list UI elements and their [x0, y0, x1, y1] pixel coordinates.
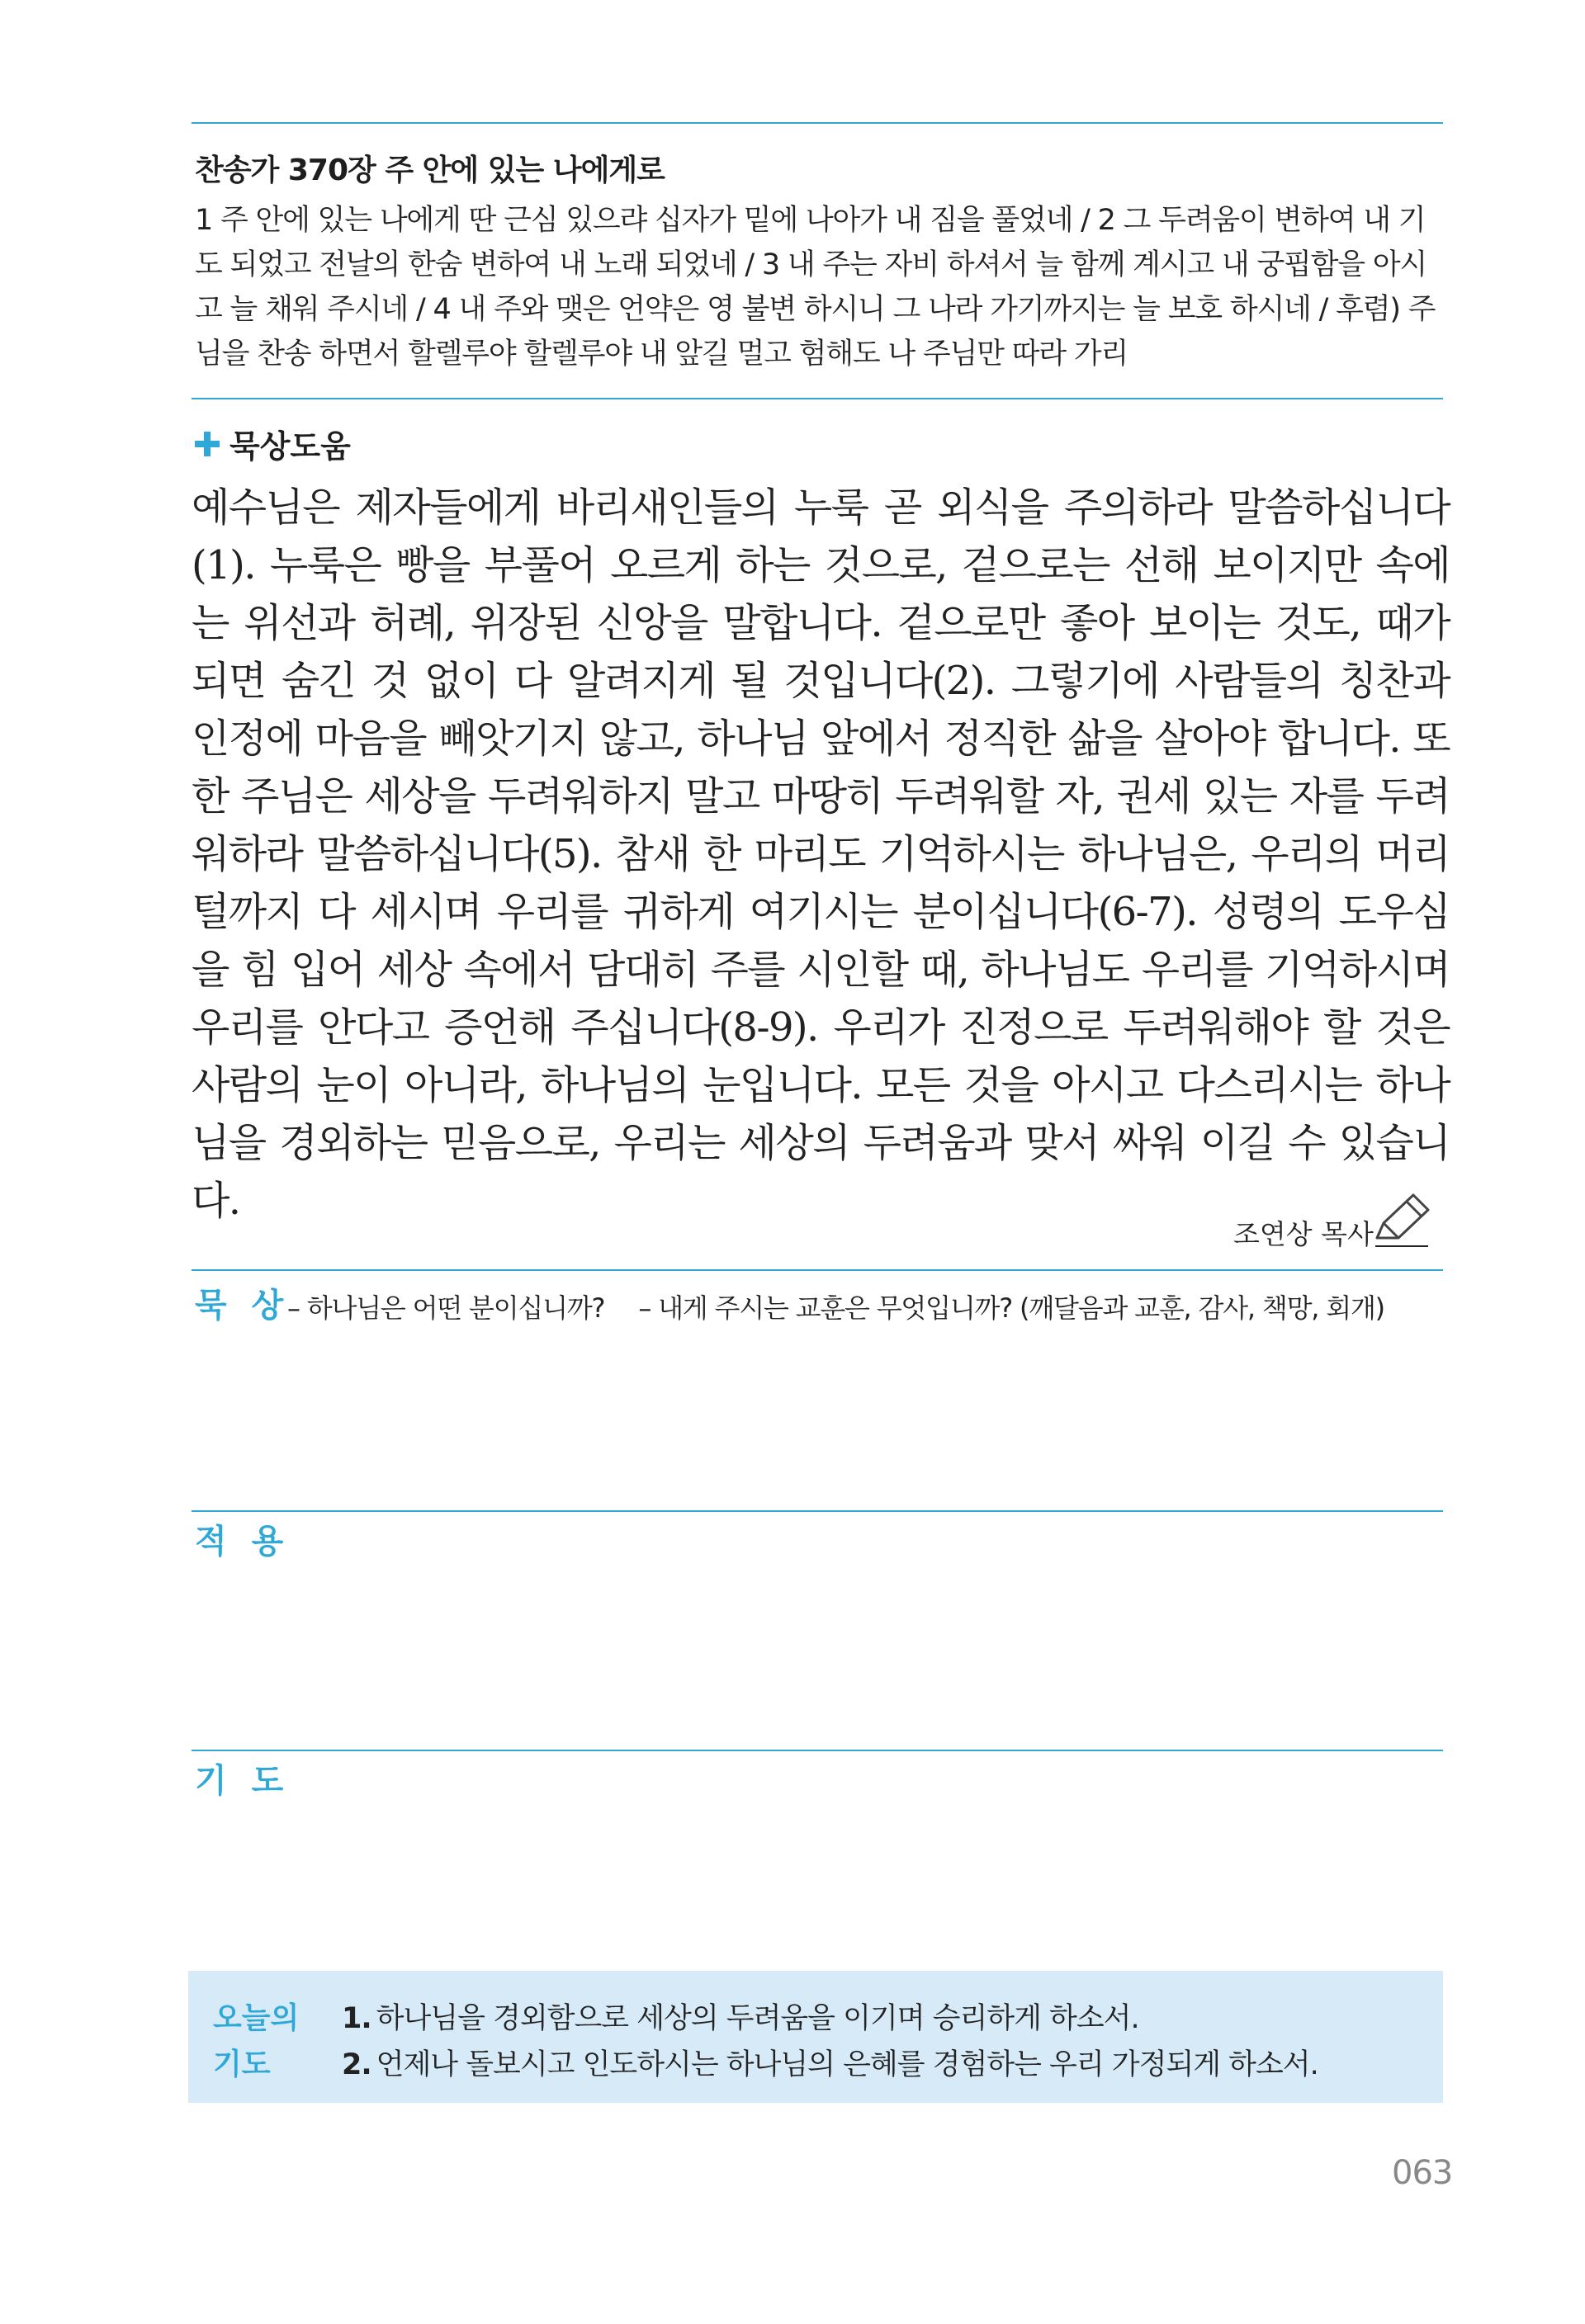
meditation-question-2: – 내게 주시는 교훈은 무엇입니까? (깨달음과 교훈, 감사, 책망, 회개): [638, 1292, 1384, 1324]
today-prayer-label: [213, 1996, 304, 2088]
today-prayer-label-line1: 오늘의: [213, 2001, 300, 2035]
meditation-label: 묵 상: [195, 1287, 291, 1325]
today-prayer-item: [342, 1996, 1318, 2042]
meditation-help-heading-text: 묵상도움: [229, 428, 351, 465]
meditation-questions: [287, 1287, 1384, 1325]
hymn-bottom-rule: [192, 398, 1443, 399]
today-prayer-item-number: 2.: [342, 2048, 371, 2081]
page-number: 063: [1392, 2154, 1453, 2192]
hymn-lyrics: 1 주 안에 있는 나에게 딴 근심 있으랴 십자가 밑에 나아가 내 짐을 풀었네 / 2 그 두려움이 변하여 내 기도 되었고 전날의 한숨 변하여 내 노래 되었네 / 3 내 주는 자비 하셔서 늘 함께 계시고 내 궁핍함을 아시고 늘 채워 주시네 / 4 내 주와 맺은 언약은 영 불변 하시니 그 나라 가기까지는 늘 보호 하시네 / 후렴) 주님을 찬송 하면서 할렐루야 할렐루야 내 앞길 멀고 험해도 나 주님만 따라 가리: [195, 204, 1436, 371]
today-prayer-item-text: 하나님을 경외함으로 세상의 두려움을 이기며 승리하게 하소서.: [376, 2002, 1139, 2035]
pencil-icon: [1370, 1190, 1436, 1248]
hymn-title: 찬송가 370장 주 안에 있는 나에게로: [195, 154, 665, 187]
today-prayer-item-text: 언제나 돌보시고 인도하시는 하나님의 은혜를 경험하는 우리 가정되게 하소서.: [376, 2048, 1318, 2081]
meditation-rule: [192, 1269, 1443, 1271]
today-prayer-item: [342, 2042, 1318, 2088]
application-label: 적 용: [195, 1523, 291, 1561]
author-name: 조연상 목사: [1233, 1218, 1374, 1250]
today-prayer-label-line2: 기도: [213, 2048, 271, 2081]
meditation-help-heading: [195, 421, 351, 466]
plus-icon: [195, 432, 220, 456]
today-prayer-item-number: 1.: [342, 2002, 371, 2035]
meditation-question-1: – 하나님은 어떤 분이십니까?: [287, 1292, 605, 1324]
application-rule: [192, 1510, 1443, 1512]
prayer-label: 기 도: [195, 1762, 291, 1800]
top-rule: [192, 122, 1443, 124]
today-prayer-list: [342, 1996, 1318, 2088]
today-prayer-box: [188, 1971, 1443, 2103]
meditation-help-body: 예수님은 제자들에게 바리새인들의 누룩 곧 외식을 주의하라 말씀하십니다(1). 누룩은 빵을 부풀어 오르게 하는 것으로, 겉으로는 선해 보이지만 속에는 위선과 허례, 위장된 신앙을 말합니다. 겉으로만 좋아 보이는 것도, 때가 되면 숨긴 것 없이 다 알려지게 될 것입니다(2). 그렇기에 사람들의 칭찬과 인정에 마음을 빼앗기지 않고, 하나님 앞에서 정직한 삶을 살아야 합니다. 또한 주님은 세상을 두려워하지 말고 마땅히 두려워할 자, 권세 있는 자를 두려워하라 말씀하십니다(5). 참새 한 마리도 기억하시는 하나님은, 우리의 머리털까지 다 세시며 우리를 귀하게 여기시는 분이십니다(6-7). 성령의 도우심을 힘 입어 세상 속에서 담대히 주를 시인할 때, 하나님도 우리를 기억하시며 우리를 안다고 증언해 주십니다(8-9). 우리가 진정으로 두려워해야 할 것은 사람의 눈이 아니라, 하나님의 눈입니다. 모든 것을 아시고 다스리시는 하나님을 경외하는 믿음으로, 우리는 세상의 두려움과 맞서 싸워 이길 수 있습니다.: [192, 484, 1450, 1224]
prayer-rule: [192, 1750, 1443, 1751]
